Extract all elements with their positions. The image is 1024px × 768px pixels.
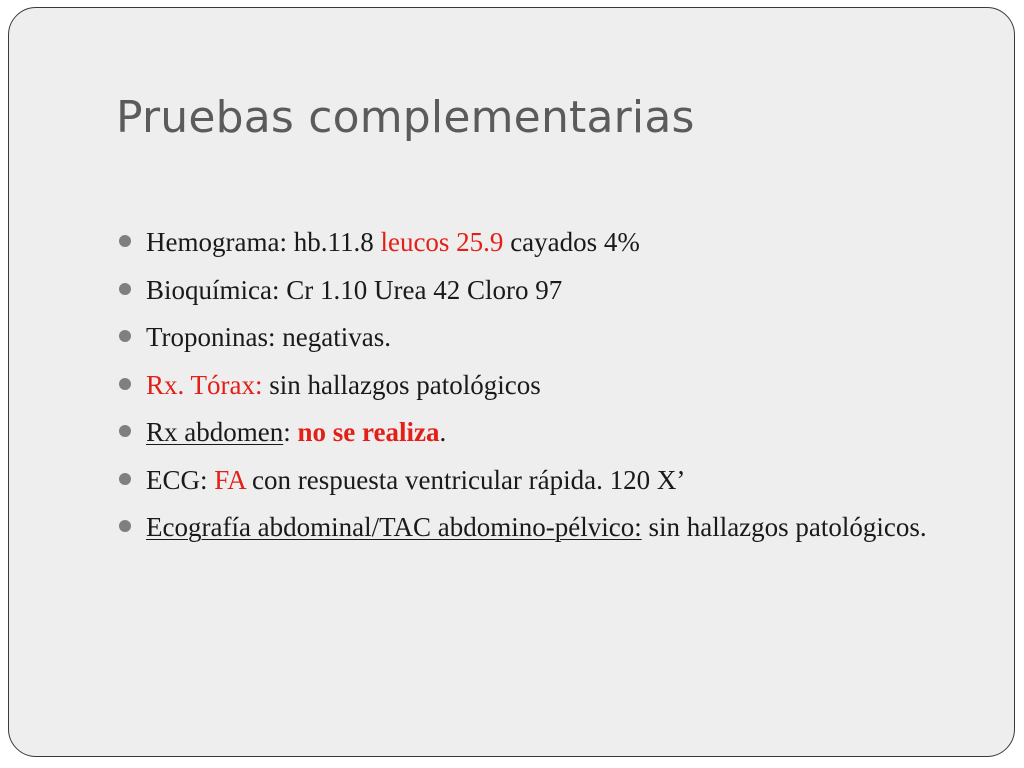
bullet-rx-abdomen (119, 416, 959, 448)
bullet-list (119, 226, 959, 559)
bullet-dot-icon (119, 378, 131, 390)
rx-torax-label: Rx. Tórax: (146, 369, 263, 400)
bullet-hemograma (119, 226, 959, 258)
bullet-bioquimica (119, 274, 959, 306)
hemograma-label: Hemograma: hb.11.8 (146, 227, 381, 257)
ecografia-label: Ecografía abdominal/TAC abdomino-pélvico: (146, 512, 642, 542)
bullet-dot-icon (119, 283, 131, 295)
ecg-fa: FA (214, 464, 246, 495)
bullet-ecg (119, 464, 959, 496)
rx-abdomen-period: . (439, 417, 447, 447)
ecg-label: ECG: (146, 464, 215, 495)
rx-torax-result: sin hallazgos patológicos (262, 369, 541, 400)
hemograma-cayados: cayados 4% (503, 227, 640, 257)
slide (8, 7, 1015, 757)
ecografia-result: sin hallazgos patológicos. (641, 512, 927, 542)
hemograma-leucos: leucos 25.9 (380, 227, 504, 257)
bullet-dot-icon (119, 235, 131, 247)
rx-abdomen-label: Rx abdomen (146, 417, 284, 447)
bioquimica-text: Bioquímica: Cr 1.10 Urea 42 Cloro 97 (146, 274, 563, 305)
rx-abdomen-result: no se realiza (297, 417, 440, 447)
bullet-rx-torax (119, 369, 959, 401)
slide-title: Pruebas complementarias (116, 92, 695, 143)
bullet-dot-icon (119, 520, 131, 532)
bullet-dot-icon (119, 330, 131, 342)
bullet-troponinas (119, 321, 959, 353)
bullet-ecografia (119, 511, 959, 543)
ecg-result: con respuesta ventricular rápida. 120 X’ (245, 464, 686, 495)
rx-abdomen-colon: : (283, 417, 298, 447)
troponinas-text: Troponinas: negativas. (146, 322, 391, 352)
bullet-dot-icon (119, 425, 131, 437)
bullet-dot-icon (119, 473, 131, 485)
